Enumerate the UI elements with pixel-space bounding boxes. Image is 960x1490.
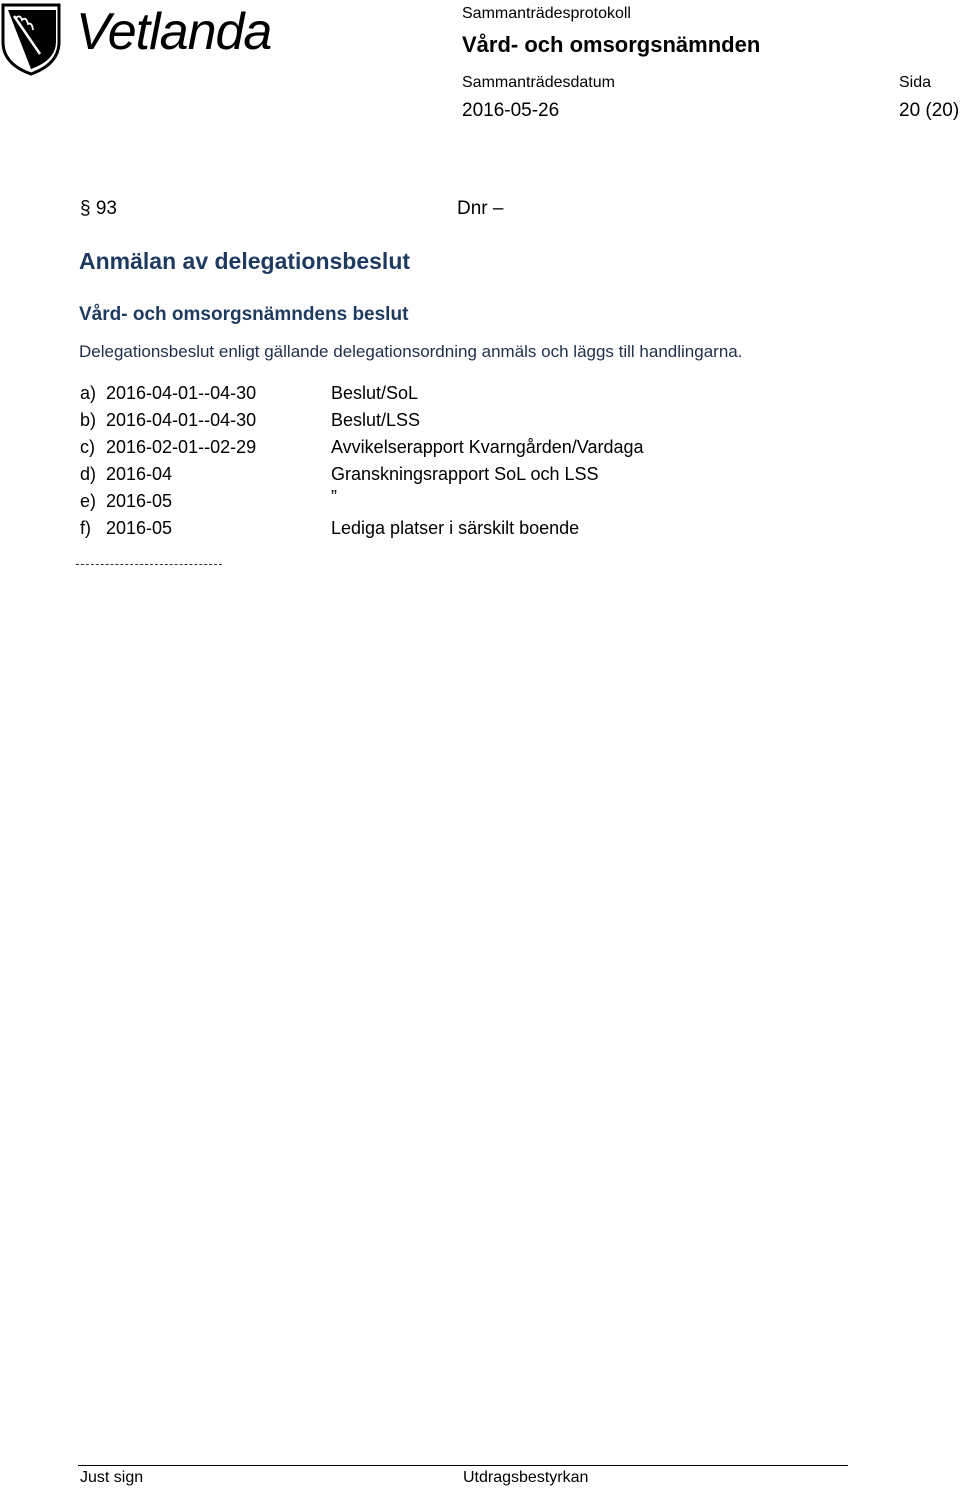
list-item-period: 2016-04 [106,464,173,484]
list-item-letter: d) [80,464,97,484]
extract-certification-label: Utdragsbestyrkan [463,1469,589,1486]
dnr-label: Dnr – [457,198,504,219]
section-title: Anmälan av delegationsbeslut [79,248,411,274]
meeting-date-value: 2016-05-26 [462,100,560,121]
page-label: Sida [899,74,932,91]
decision-text: Delegationsbeslut enligt gällande delegationsordning anmäls och läggs till handlingarna. [79,342,743,361]
list-item-period: 2016-02-01--02-29 [106,437,257,457]
decision-heading: Vård- och omsorgsnämndens beslut [79,304,409,325]
meeting-date-label: Sammanträdesdatum [462,74,615,91]
list-item-letter: b) [80,410,97,430]
sign-label: Just sign [80,1469,144,1486]
list-item-description: Beslut/LSS [331,410,421,430]
paragraph-number: § 93 [80,198,117,219]
vetlanda-shield-icon [0,2,62,76]
list-item-letter: e) [80,491,97,511]
page-number: 20 (20) [899,100,960,121]
list-item-description: Avvikelserapport Kvarngården/Vardaga [331,437,644,457]
document-type: Sammanträdesprotokoll [462,5,631,22]
list-item-letter: c) [80,437,95,457]
list-item-period: 2016-04-01--04-30 [106,410,257,430]
list-item-period: 2016-05 [106,491,173,511]
list-item-description: ” [331,487,337,507]
list-item-description: Granskningsrapport SoL och LSS [331,464,599,484]
footer-divider [78,1465,848,1466]
end-divider [76,564,222,565]
logo-wordmark: Vetlanda [76,3,272,61]
list-item-letter: a) [80,383,97,403]
list-item-description: Lediga platser i särskilt boende [331,518,580,538]
list-item-period: 2016-05 [106,518,173,538]
committee-name: Vård- och omsorgsnämnden [462,32,761,57]
list-item-description: Beslut/SoL [331,383,419,403]
list-item-period: 2016-04-01--04-30 [106,383,257,403]
list-item-letter: f) [80,518,91,538]
